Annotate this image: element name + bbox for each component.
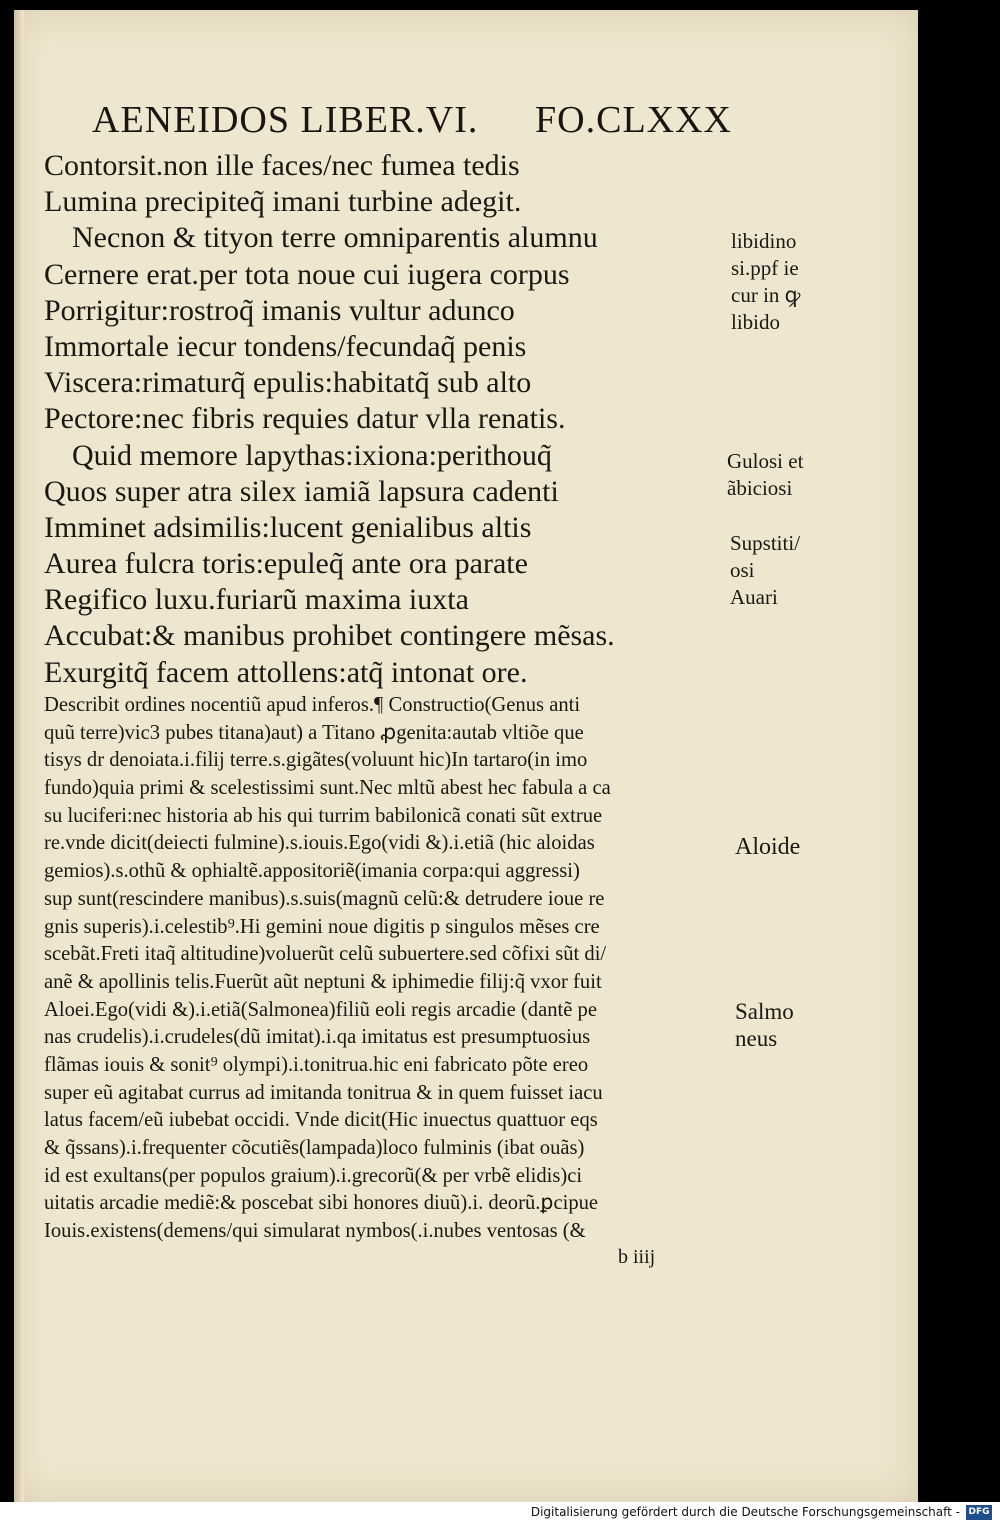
marginal-line: Salmo (735, 999, 794, 1024)
verse-line: Accubat:& manibus prohibet contingere mẽsas. (44, 619, 615, 653)
commentary-line: quũ terre)vic3 pubes titana)aut) a Titano ꝓgenita:autab vltiõe que (44, 721, 584, 744)
marginal-line: neus (735, 1026, 778, 1051)
marginal-line: libido (731, 310, 781, 334)
commentary-line: re.vnde dicit(deiecti fulmine).s.iouis.Ego(vidi &).i.etiã (hic aloidas (44, 832, 595, 855)
verse-line: Immortale iecur tondens/fecundaq̃ penis (44, 329, 527, 363)
book-page (14, 10, 918, 1502)
commentary-line: latus facem/eũ iubebat occidi. Vnde dicit(Hic inuectus quattuor eqs (44, 1109, 598, 1132)
verse-line: Pectore:nec fibris requies datur vlla renatis. (44, 402, 566, 436)
verse-line: Exurgitq̃ facem attollens:atq̃ intonat ore. (44, 655, 528, 689)
verse-line: Aurea fulcra toris:epuleq̃ ante ora parate (44, 547, 528, 581)
marginal-note-libidino (731, 228, 800, 336)
dfg-logo: DFG (966, 1505, 992, 1520)
commentary-line: su luciferi:nec historia ab his qui turrim babilonicã conati sũt extrue (44, 804, 603, 827)
marginal-note-gulosi (727, 448, 803, 502)
marginal-line: ãbiciosi (727, 476, 793, 500)
commentary-block (44, 692, 744, 1246)
running-head: AENEIDOS LIBER.VI. (92, 99, 479, 141)
folio-number: FO.CLXXX (535, 99, 732, 141)
verse-line: Viscera:rimaturq̃ epulis:habitatq̃ sub alto (44, 366, 532, 400)
commentary-line: Iouis.existens(demens/qui simularat nymbos(.i.nubes ventosas (& (44, 1220, 586, 1243)
marginal-line: Supstiti/ (730, 531, 801, 555)
marginal-line: Gulosi et (727, 449, 804, 473)
commentary-line: fundo)quia primi & scelestissimi sunt.Nec mltũ abest hec fabula a ca (44, 777, 611, 800)
marginal-note-aloide (735, 834, 800, 861)
marginal-line: Auari (730, 585, 778, 609)
page-header (92, 98, 732, 142)
commentary-line: uitatis arcadie mediẽ:& poscebat sibi honores diuũ).i. deorũ.ꝑcipue (44, 1192, 599, 1215)
commentary-line: gnis superis).i.celestib⁹.Hi gemini noue digitis p singulos mẽses cre (44, 915, 600, 938)
marginal-note-supstitiosi (730, 530, 800, 584)
verse-line: Porrigitur:rostroq̃ imanis vultur adunco (44, 293, 515, 327)
verse-line: Quos super atra silex iamiã lapsura cadenti (44, 474, 559, 508)
verse-line: Quid memore lapythas:ixiona:perithouq̃ (72, 438, 552, 472)
digitization-footer (0, 1502, 1000, 1524)
marginal-line: osi (730, 558, 755, 582)
commentary-line: super eũ agitabat currus ad imitanda tonitrua & in quem fuisset iacu (44, 1081, 603, 1104)
commentary-line: scebãt.Freti itaq̃ altitudine)voluerũt celũ subuertere.sed cõfixi sũt di/ (44, 943, 607, 966)
verse-line: Cernere erat.per tota noue cui iugera corpus (44, 257, 570, 291)
verse-line: Necnon & tityon terre omniparentis alumnu (72, 221, 598, 255)
marginal-line: libidino (731, 229, 797, 253)
commentary-line: gemios).s.othũ & ophialtẽ.appositoriẽ(imania corpa:qui aggressi) (44, 860, 580, 883)
commentary-line: flãmas iouis & sonit⁹ olympi).i.tonitrua.hic eni fabricato põte ereo (44, 1053, 589, 1076)
page-edge-shadow (14, 10, 24, 1502)
commentary-line: nas crudelis).i.crudeles(dũ imitat).i.qa imitatus est presumptuosius (44, 1026, 591, 1049)
commentary-line: sup sunt(rescindere manibus).s.suis(magnũ celũ:& detrudere ioue re (44, 887, 605, 910)
verse-line: Imminet adsimilis:lucent genialibus altis (44, 510, 532, 544)
commentary-line: tisys dr denoiata.i.filij terre.s.gigãtes(voluunt hic)In tartaro(in imo (44, 749, 588, 772)
funding-notice: Digitalisierung gefördert durch die Deutsche Forschungsgemeinschaft - (530, 1505, 960, 1519)
commentary-line: Describit ordines nocentiũ apud inferos.¶ Constructio(Genus anti (44, 694, 581, 716)
verse-line: Contorsit.non ille faces/nec fumea tedis (44, 149, 520, 182)
verse-line: Regifico luxu.furiarũ maxima iuxta (44, 583, 469, 617)
verse-line: Lumina precipiteq̃ imani turbine adegit. (44, 185, 522, 219)
commentary-line: & q̃ssans).i.frequenter cõcutiẽs(lampada)loco fulminis (ibat ouãs) (44, 1137, 585, 1159)
marginal-note-auari (730, 584, 778, 611)
commentary-line: anẽ & apollinis telis.Fuerũt aũt neptuni & iphimedie filij:q̃ vxor fuit (44, 970, 602, 993)
commentary-line: id est exultans(per populos graium).i.grecorũ(& per vrbẽ elidis)ci (44, 1164, 583, 1187)
marginal-note-salmoneus (735, 998, 794, 1052)
marginal-line: si.ppf ie (731, 256, 799, 280)
commentary-line: Aloei.Ego(vidi &).i.etiã(Salmonea)filiũ eoli regis arcadie (dantẽ pe (44, 998, 597, 1021)
marginal-line: cur in ꝙ (731, 283, 801, 307)
verse-block (44, 148, 744, 691)
marginal-line: Aloide (735, 834, 801, 860)
signature-mark: b iiij (618, 1246, 656, 1268)
